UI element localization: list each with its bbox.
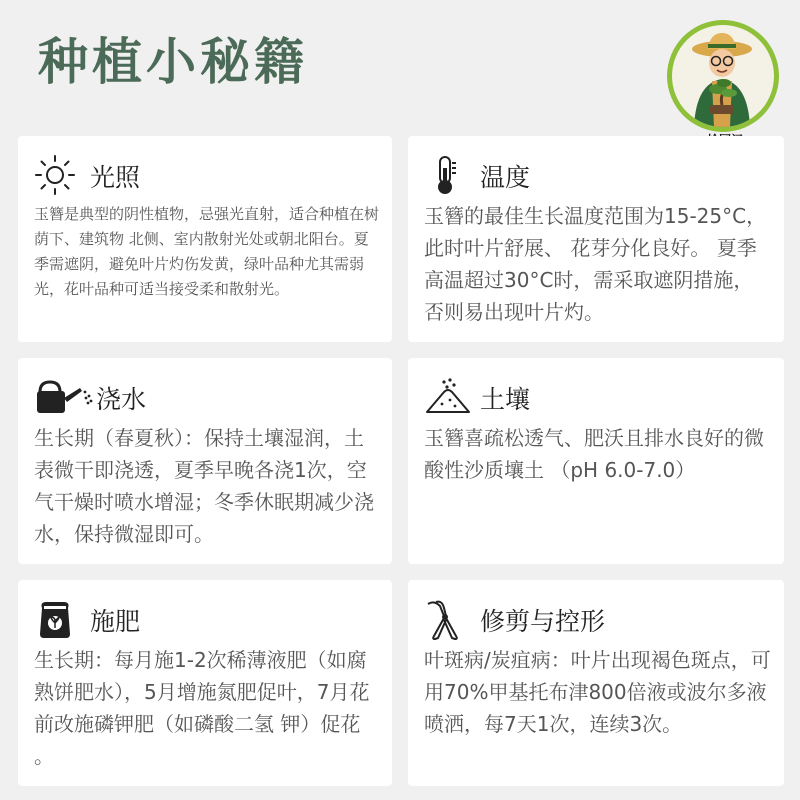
card-body-soil: 玉簪喜疏松透气、肥沃且排水良好的微酸性沙质壤土 （pH 6.0-7.0）	[424, 426, 764, 482]
card-title-watering: 浇水	[96, 385, 147, 414]
soil-pile-icon	[424, 376, 472, 418]
card-title-fertilizing: 施肥	[90, 607, 141, 636]
card-watering	[18, 358, 392, 564]
card-soil	[408, 358, 784, 564]
card-pruning	[408, 580, 784, 786]
card-body-watering: 生长期（春夏秋）：保持土壤湿润，土表微干即浇透，夏季早晚各浇1次，空气干燥时喷水增湿；冬季休眠期减少浇水，保持微湿即可。	[34, 426, 374, 546]
card-fertilizing	[18, 580, 392, 786]
card-body-light: 玉簪是典型的阴性植物，忌强光直射，适合种植在树荫下、建筑物 北侧、室内散射光处或朝北阳台。夏季需遮阴，避免叶片灼伤发黄，绿叶品种尤其需弱光，花叶品种可适当接受柔和散射光。	[34, 205, 380, 298]
card-body-temperature: 玉簪的最佳生长温度范围为15-25°C，此时叶片舒展、 花芽分化良好。 夏季高温超过30°C时，需采取遮阴措施，否则易出现叶片灼。	[424, 204, 767, 324]
sun-icon	[34, 154, 76, 196]
card-light	[18, 136, 392, 342]
card-title-pruning: 修剪与控形	[480, 607, 606, 636]
gardener-illustration	[672, 25, 774, 127]
card-title-soil: 土壤	[480, 385, 531, 414]
card-body-fertilizing: 生长期：每月施1-2次稀薄液肥（如腐熟饼肥水），5月增施氮肥促叶，7月花前改施磷钾肥（如磷酸二氢 钾）促花 。	[34, 648, 370, 768]
card-body-pruning: 叶斑病/炭疽病：叶片出现褐色斑点，可用70%甲基托布津800倍液或波尔多液喷洒，每7天1次，连续3次。	[424, 648, 771, 736]
thermometer-icon	[424, 154, 466, 196]
card-title-temperature: 温度	[480, 163, 531, 192]
pruning-shears-icon	[424, 598, 466, 640]
card-title-light: 光照	[90, 163, 141, 192]
page-title: 种植小秘籍	[38, 33, 308, 91]
fertilizer-bag-icon	[34, 598, 76, 640]
watering-can-icon	[34, 376, 96, 418]
logo-ring	[667, 20, 779, 132]
card-temperature	[408, 136, 784, 342]
